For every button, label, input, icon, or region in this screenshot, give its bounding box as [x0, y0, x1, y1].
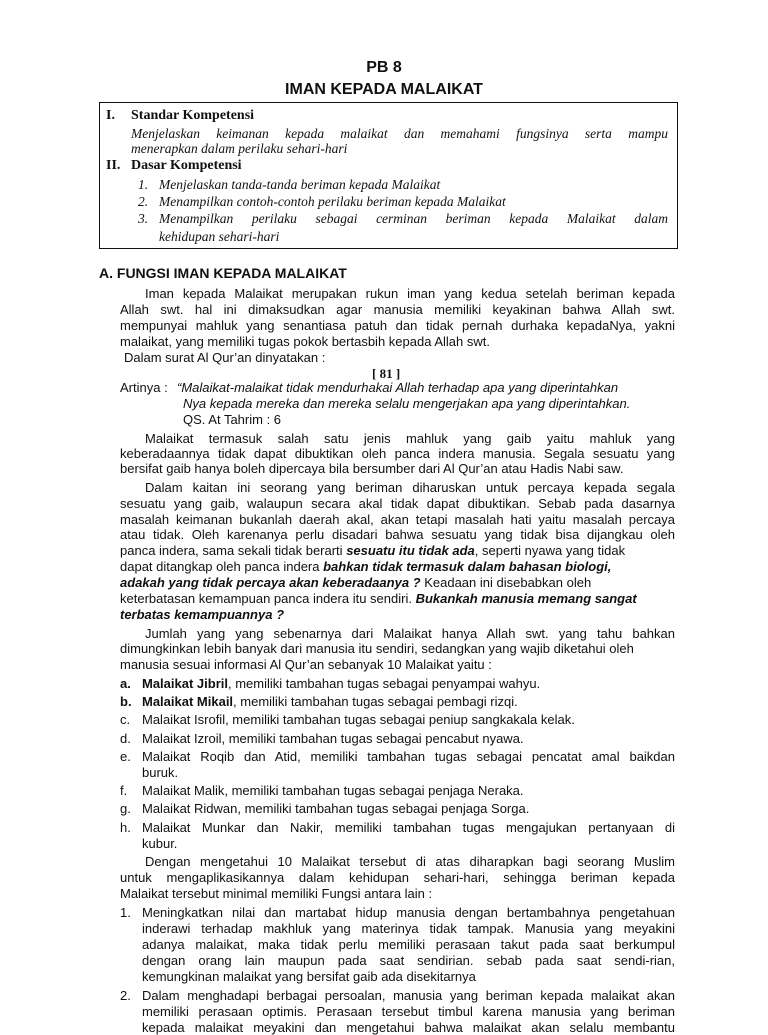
dk-number: II.: [106, 158, 121, 173]
paragraph-line: untuk mengaplikasikannya dalam kehidupan sehari-hari, sehingga beriman kepada: [120, 870, 675, 885]
list-item: Malaikat Ridwan, memiliki tambahan tugas sebagai penjaga Sorga.: [142, 801, 530, 816]
function-line: kemungkinan malaikat yang bersifat gaib ada disekitarnya: [142, 969, 476, 984]
list-item: Malaikat Roqib dan Atid, memiliki tambahan tugas sebagai pencatat amal baikdan: [142, 749, 675, 764]
paragraph-line: malaikat, yang memiliki tugas pokok bertasbih kepada Allah swt.: [120, 334, 490, 349]
competency-box: [99, 102, 678, 249]
paragraph-line: [120, 543, 625, 558]
emphasis-run: Bukankah manusia memang sangat: [415, 591, 637, 606]
list-item-cont: buruk.: [142, 765, 179, 780]
angel-duty: , memiliki tambahan tugas sebagai penyampai wahyu.: [227, 676, 541, 691]
section-heading: A. FUNGSI IMAN KEPADA MALAIKAT: [99, 265, 347, 281]
list-item: [142, 694, 518, 709]
dk-item-number: 1.: [138, 177, 149, 192]
sk-number: I.: [106, 108, 115, 123]
paragraph-line: terbatas kemampuannya ?: [120, 607, 285, 622]
dk-item-number: 3.: [138, 211, 149, 226]
function-line: memiliki perasaan optimis. Perasaan tersebut timbul karena manusia yang beriman: [142, 1004, 675, 1019]
list-marker: c.: [120, 712, 131, 727]
paragraph-line: manusia sesuai informasi Al Qur’an sebanyak 10 Malaikat yaitu :: [120, 657, 492, 672]
function-line: Dalam menghadapi berbagai persoalan, manusia yang beriman kepada malaikat akan: [142, 988, 675, 1003]
list-item-cont: kubur.: [142, 836, 178, 851]
dk-item-number: 2.: [138, 194, 149, 209]
paragraph-line: Allah swt. hal ini dimaksudkan agar manusia memiliki keyakinan bahwa Allah swt.: [120, 302, 675, 317]
text-run: keterbatasan kemampuan panca indera itu sendiri.: [120, 591, 416, 606]
surah-intro: Dalam surat Al Qur’an dinyatakan :: [124, 350, 326, 365]
function-line: adanya malaikat, maka tidak perlu memiliki perasaan takut pada saat berkumpul: [142, 937, 675, 952]
paragraph-line: Dengan mengetahui 10 Malaikat tersebut di atas diharapkan bagi seorang Muslim: [145, 854, 675, 869]
verse-reference: [ 81 ]: [372, 366, 401, 381]
paragraph-line: Iman kepada Malaikat merupakan rukun iman yang kedua setelah beriman kepada: [145, 286, 675, 301]
list-marker: 2.: [120, 988, 131, 1003]
sk-text-1: Menjelaskan keimanan kepada malaikat dan memahami fungsinya serta mampu: [131, 126, 668, 141]
function-line: dengan orang lain maupun pada saat sendirian. sebab pada saat sendi-rian,: [142, 953, 675, 968]
dk-item-text: Menampilkan perilaku sebagai cerminan beriman kepada Malaikat dalam: [159, 211, 668, 226]
list-marker: f.: [120, 783, 128, 798]
paragraph-line: mempunyai mahluk yang senantiasa patuh dan tidak pernah durhaka kepadaNya, yakni: [120, 318, 675, 333]
list-marker: 1.: [120, 905, 131, 920]
function-line: kepada malaikat meyakini dan mengetahui bahwa malaikat akan selalu membantu: [142, 1020, 675, 1035]
function-line: Meningkatkan nilai dan martabat hidup manusia dengan bertambahnya pengetahuan: [142, 905, 675, 920]
paragraph-line: keberadaannya tidak dapat dibuktikan oleh panca indera manusia. Segala sesuatu yang: [120, 446, 675, 461]
angel-name: Malaikat Mikail: [142, 694, 234, 709]
dk-title: Dasar Kompetensi: [131, 158, 242, 173]
list-marker: e.: [120, 749, 131, 764]
paragraph-line: Jumlah yang yang sebenarnya dari Malaikat hanya Allah swt. yang tahu bahkan: [145, 626, 675, 641]
paragraph-line: Malaikat termasuk salah satu jenis mahluk yang gaib yaitu mahluk yang: [145, 431, 675, 446]
emphasis-run: sesuatu itu tidak ada: [346, 543, 475, 558]
paragraph-line: sesuatu yang gaib, walaupun secara akal tidak dapat dibuktikan. Sebab pada dasarnya: [120, 496, 675, 511]
verse-source: QS. At Tahrim : 6: [183, 412, 282, 427]
sk-text-2: menerapkan dalam perilaku sehari-hari: [131, 141, 348, 156]
chapter-title: IMAN KEPADA MALAIKAT: [285, 81, 483, 98]
list-item: Malaikat Isrofil, memiliki tambahan tugas sebagai peniup sangkakala kelak.: [142, 712, 575, 727]
translation-line: “Malaikat-malaikat tidak mendurhakai Allah terhadap apa yang diperintahkan: [177, 380, 619, 395]
list-item: Malaikat Munkar dan Nakir, memiliki tambahan tugas mengajukan pertanyaan di: [142, 820, 675, 835]
sk-title: Standar Kompetensi: [131, 108, 255, 123]
text-run: , seperti nyawa yang tidak: [474, 543, 626, 558]
paragraph-line: masalah keimanan bukanlah daerah akal, akan tetapi masalah hati yaitu masalah percaya: [120, 512, 675, 527]
paragraph-line: Dalam kaitan ini seorang yang beriman diharuskan untuk percaya kepada segala: [145, 480, 675, 495]
artinya-label: Artinya :: [120, 380, 168, 395]
dk-item-text: Menjelaskan tanda-tanda beriman kepada Malaikat: [159, 177, 441, 192]
text-run: Keadaan ini disebabkan oleh: [420, 575, 592, 590]
function-line: inderawi terhadap makhluk yang materinya tidak tampak. Manusia yang meyakini: [142, 921, 675, 936]
list-marker: a.: [120, 676, 131, 691]
dk-item-text: Menampilkan contoh-contoh perilaku beriman kepada Malaikat: [159, 194, 506, 209]
list-marker: d.: [120, 731, 131, 746]
list-marker: g.: [120, 801, 131, 816]
paragraph-line: atau tidak. Oleh karenanya perlu disadari bahwa sesuatu yang tidak bisa dijangkau oleh: [120, 527, 675, 542]
paragraph-line: Malaikat tersebut minimal memiliki Fungsi antara lain :: [120, 886, 433, 901]
paragraph-line: [120, 591, 637, 606]
dk-item-text-cont: kehidupan sehari-hari: [159, 229, 280, 244]
chapter-number: PB 8: [366, 59, 402, 76]
angel-duty: , memiliki tambahan tugas sebagai pembagi rizqi.: [233, 694, 518, 709]
paragraph-line: dimungkinkan lebih banyak dari manusia itu sendiri, sedangkan yang wajib diketahui oleh: [120, 641, 634, 656]
text-run: panca indera, sama sekali tidak berarti: [120, 543, 347, 558]
emphasis-run: adakah yang tidak percaya akan keberadaanya ?: [120, 575, 421, 590]
paragraph-line: bersifat gaib hanya boleh dipercaya bila bersumber dari Al Qur’an atau Hadis Nabi saw.: [120, 461, 624, 476]
list-marker: h.: [120, 820, 131, 835]
list-item: Malaikat Izroil, memiliki tambahan tugas sebagai pencabut nyawa.: [142, 731, 524, 746]
paragraph-line: [120, 559, 611, 574]
text-run: dapat ditangkap oleh panca indera: [120, 559, 324, 574]
list-item: [142, 676, 540, 691]
emphasis-run: bahkan tidak termasuk dalam bahasan biologi,: [323, 559, 612, 574]
angel-name: Malaikat Jibril: [142, 676, 228, 691]
translation-line: Nya kepada mereka dan mereka selalu mengerjakan apa yang diperintahkan.: [183, 396, 631, 411]
list-marker: b.: [120, 694, 132, 709]
paragraph-line: [120, 575, 591, 590]
list-item: Malaikat Malik, memiliki tambahan tugas sebagai penjaga Neraka.: [142, 783, 524, 798]
